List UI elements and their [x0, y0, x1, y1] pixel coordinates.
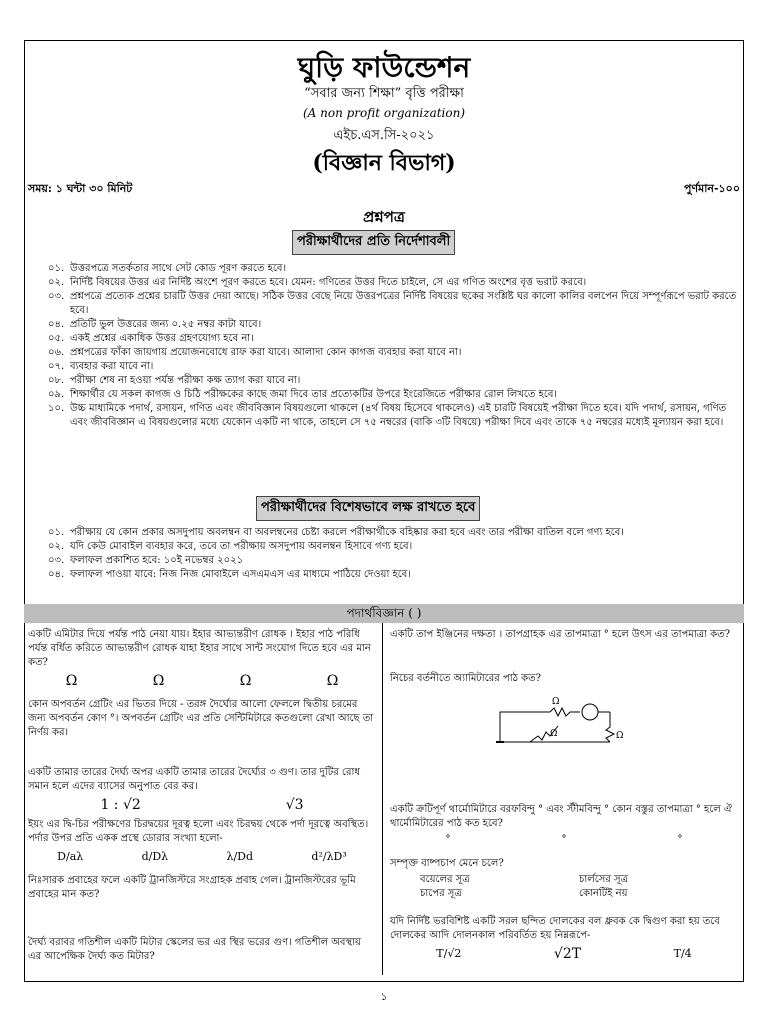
time-label: সময়: ১ ঘন্টা ৩০ মিনিট: [28, 182, 133, 195]
question-4: ইয়ং এর দ্বি-চির পরীক্ষণের চিরদ্বয়ের দূরত্ব হলো এবং চিরদ্বয় থেকে পর্দা দূরত্বে অবস্থিত। পর্দার উপর প্রতি একক প্রস্থে ডোরার সংখ্যা হলো-: [28, 819, 369, 844]
page-title: ঘুড়ি ফাউন্ডেশন: [297, 51, 471, 84]
exam-subtitle: “সবার জন্য শিক্ষা” বৃত্তি পরীক্ষা: [304, 86, 464, 101]
list-item: ০৬. প্রশ্নপত্রের ফাঁকা জায়গায় প্রয়োজনবোধে রাফ করা যাবে। আলাদা কোন কাগজ ব্যবহার করা যাবে না।: [48, 347, 462, 358]
question-3: একটি তামার তারের দৈর্ঘ্য অপর একটি তামার তারের দৈর্ঘ্যের ৩ গুণ। তার দুটির রোধ সমান হলে এদের ব্যাসের অনুপাত বের কর।: [28, 767, 360, 792]
instructions-list: [48, 262, 738, 430]
exam-name: এইচ.এস.সি-২০২১: [333, 128, 435, 143]
question-5-options: T/√2 √2T T/4: [436, 946, 692, 962]
list-item: ০৩. প্রশ্নপত্রে প্রত্যেক প্রশ্নের চারটি উত্তর দেয়া আছে। সঠিক উত্তর বেছে নিয়ে উত্তরপত্রের নির্দিষ্ট বিষয়ের ছকের সংশ্লিষ্ট ঘর কালো কালির বলপেন দিয়ে সম্পূর্ণরূপে ভরাট করতে হবে।: [48, 291, 737, 316]
question-6: দৈর্ঘ্য বরাবর গতিশীল একটি মিটার স্কেলের ভর এর স্থির ভরের গুণ। গতিশীল অবস্থায় এর আপেক্ষিক দৈর্ঘ্য কত মিটার?: [28, 937, 361, 962]
list-item: ০১. উত্তরপত্রে সতর্কতার সাথে সেট কোড পূরণ করতে হবে।: [48, 263, 287, 274]
marks-label: পুর্ণমান-১০০: [684, 182, 740, 195]
question-4-options: বয়েলের সূত্র চার্লসের সূত্র চাপের সূত্র কোনটিই নয়: [420, 874, 629, 899]
circuit-label: Ω: [616, 731, 624, 741]
org-note: (A non profit organization): [302, 106, 466, 120]
question-1: একটি এমিটার দিয়ে পর্যন্ত পাঠ নেয়া যায়। ইহার আভ্যন্তরীণ রোধক । ইহার পাঠ পরিধি পর্যন্ত বর্ধিত করিতে আভ্যন্তরীণ রোধক যাহা ইহার সাথে সান্ট সংযোগ দিতে হবে এর মান কত?: [28, 629, 371, 668]
circuit-label: Ω: [552, 697, 560, 707]
question-3-options: ° ° °: [445, 834, 683, 845]
list-item: ০২. নির্দিষ্ট বিষয়ের উত্তর এর নির্দিষ্ট অংশে পূরণ করতে হবে। যেমন: গণিতের উত্তর দিতে চাইলে, সে এর গণিত অংশের বৃত্ত ভরাট করবে।: [48, 277, 587, 288]
circuit-diagram: [490, 692, 630, 752]
question-1-options: Ω Ω Ω Ω: [65, 673, 339, 689]
list-item: ০১. পরীক্ষায় যে কোন প্রকার অসদুপায় অবলম্বন বা অবলম্বনের চেষ্টা করলে পরীক্ষার্থীকে বহিষ্কার করা হবে এবং তার পরীক্ষা বাতিল বলে গণ্য হবে।: [48, 527, 624, 538]
question-4-options: D/aλ d/Dλ λ/Dd d²/λD³: [57, 850, 347, 863]
column-divider: [382, 623, 383, 975]
list-item: ০৮. পরীক্ষা শেষ না হওয়া পর্যন্ত পরীক্ষা কক্ষ ত্যাগ করা যাবে না।: [48, 375, 301, 386]
question-3-options: 1 : √2 √3: [100, 797, 304, 813]
question-5: যদি নির্দিষ্ট ভরবিশিষ্ট একটি সরল ছন্দিত দোলকের বল ধ্রুবক কে দ্বিগুণ করা হয় তবে দোলকের আদি দোলনকাল পরিবর্তিত হয় নিম্নরূপে-: [390, 916, 720, 941]
physics-section-bar: পদার্থবিজ্ঞান ( ): [24, 604, 744, 623]
list-item: ০৩. ফলাফল প্রকাশিত হবে: ১০ই নভেম্বর ২০২১: [48, 555, 244, 566]
list-item: ০২. যদি কেউ মোবাইল ব্যবহার করে, তবে তা পরীক্ষায় অসদুপায় অবলম্বন হিসাবে গণ্য হবে।: [48, 541, 413, 552]
question-2: নিচের বর্তনীতে অ্যামিটারের পাঠ কত?: [390, 673, 542, 684]
list-item: ০৫. একই প্রশ্নের একাধিক উত্তর গ্রহণযোগ্য হবে না।: [48, 333, 254, 344]
question-2: কোন অপবর্তন গ্রেটিং এর ভিতর দিয়ে - তরঙ্গ দৈর্ঘ্যের আলো ফেললে দ্বিতীয় চরমের জন্য অপবর্তন কোণ °। অপবর্তন গ্রেটিং এর প্রতি সেন্টিমিটারে কতগুলো রেখা আছে তা নির্ণয় কর।: [28, 699, 374, 738]
question-3: একটি ক্রটিপূর্ণ থার্মোমিটারে বরফবিন্দু ° এবং স্টীমবিন্দু ° কোন বস্তুর তাপমাত্রা ° হলে ঐ থার্মোমিটারের পাঠ কত হবে?: [390, 804, 732, 829]
list-item: ০৯. শিক্ষার্থীর যে সকল কাগজ ও চিঠি পরীক্ষকের কাছে জমা দিবে তার প্রত্যেকটির উপরে ইংরেজিতে পরীক্ষার রোল লিখতে হবে।: [48, 389, 558, 400]
paper-title: প্রশ্নপত্র: [363, 208, 405, 226]
page-number: ১: [380, 990, 388, 1003]
list-item: ০৪. প্রতিটি ভুল উত্তরের জন্য ০.২৫ নম্বর কাটা যাবে।: [48, 319, 262, 330]
left-column: [28, 628, 376, 964]
list-item: ০৭. ব্যবহার করা যাবে না।: [48, 361, 154, 372]
list-item: ০৪. ফলাফল পাওয়া যাবে: নিজ নিজ মোবাইলে এসএমএস এর মাধ্যমে পাঠিয়ে দেওয়া হবে।: [48, 569, 411, 580]
question-1: একটি তাপ ইঞ্জিনের দক্ষতা । তাপগ্রাহক এর তাপমাত্রা ° হলে উৎস এর তাপমাত্রা কত?: [390, 629, 731, 640]
circuit-label: Ω: [550, 729, 558, 739]
question-4: সম্পৃক্ত বাষ্পচাপ মেনে চলে?: [390, 858, 504, 869]
instructions-heading: পরীক্ষার্থীদের প্রতি নির্দেশাবলী: [292, 230, 455, 255]
department-title: (বিজ্ঞান বিভাগ): [312, 150, 456, 176]
notes-heading: পরীক্ষার্থীদের বিশেষভাবে লক্ষ রাখতে হবে: [256, 496, 480, 521]
list-item: ১০. উচ্চ মাধ্যমিকে পদার্থ, রসায়ন, গণিত এবং জীববিজ্ঞান বিষয়গুলো থাকলে (৪র্থ বিষয় হিসেবে থাকলেও) এই চারটি বিষয়েই পরীক্ষা দিতে হবে। যদি পদার্থ, রসায়ন, গণিত এবং জীববিজ্ঞান এ বিষয়গুলোর মধ্যে যেকোন একটি না থাকে, তাহলে সে ৭৫ নম্বরের (বাকি ৩টি বিষয়ে) পরীক্ষা দিবে এবং তাকে ৭৫ নম্বরের মধ্যেই মূল্যায়ন করা হবে।: [48, 403, 727, 428]
right-column: [390, 628, 738, 965]
notes-list: [48, 526, 738, 582]
question-5: নিঃসারক প্রবাহের ফলে একটি ট্রানজিস্টরে সংগ্রাহক প্রবাহ গেল। ট্রানজিস্টরের ভূমি প্রবাহের মান কত?: [28, 875, 356, 900]
